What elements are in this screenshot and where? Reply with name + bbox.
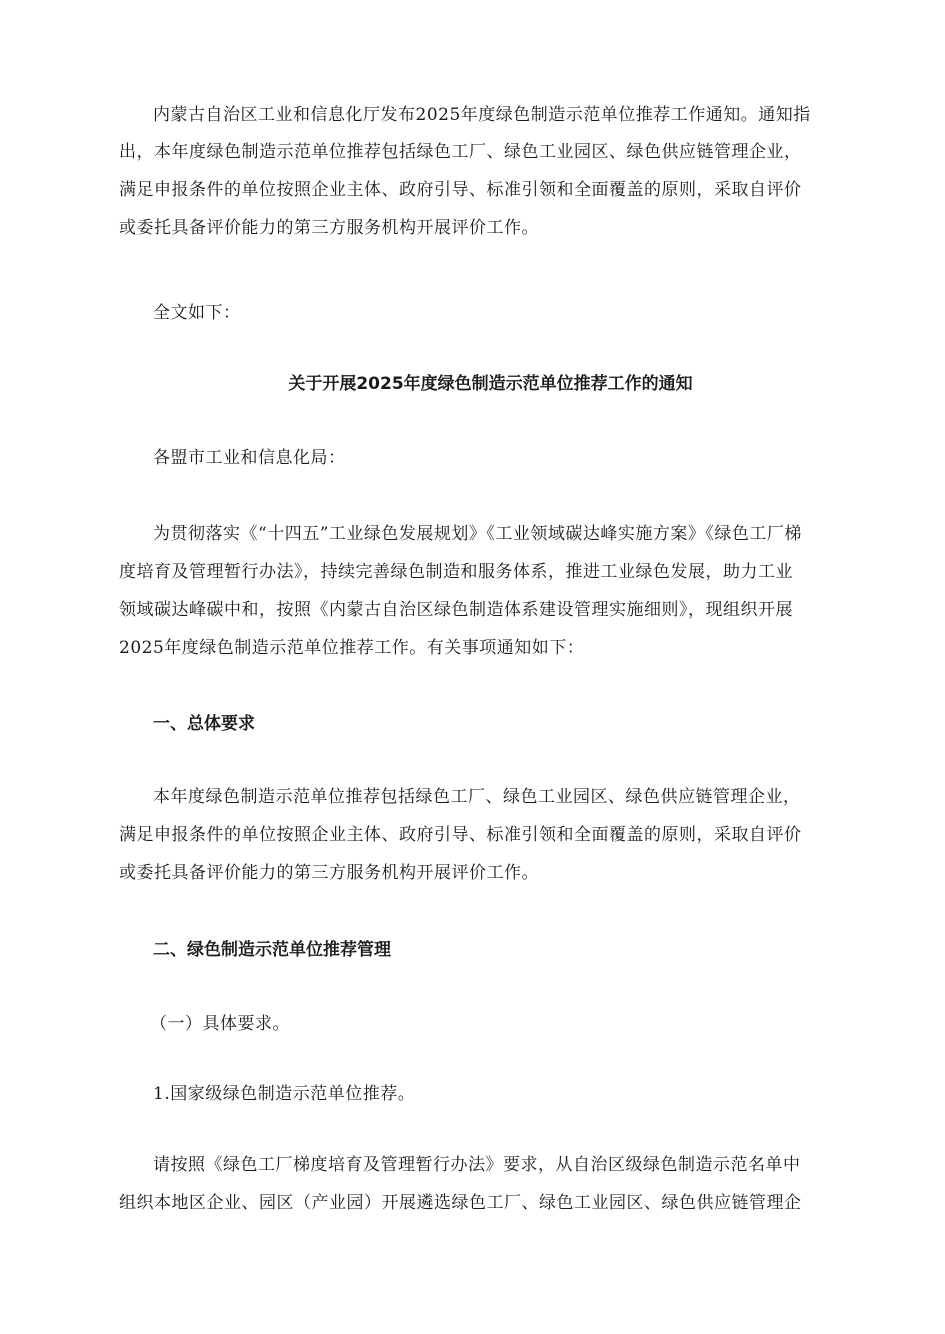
- intro-line-3: 满足申报条件的单位按照企业主体、政府引导、标准引领和全面覆盖的原则，采取自评价: [119, 180, 802, 200]
- preamble-line-1: 为贯彻落实《“十四五”工业绿色发展规划》《工业领域碳达峰实施方案》《绿色工厂梯: [153, 524, 802, 544]
- section-2-subheading: （一）具体要求。: [150, 1014, 290, 1034]
- full-text-label: 全文如下：: [153, 303, 241, 323]
- intro-line-2: 出，本年度绿色制造示范单位推荐包括绿色工厂、绿色工业园区、绿色供应链管理企业，: [119, 142, 802, 162]
- section-2-heading: 二、绿色制造示范单位推荐管理: [153, 940, 391, 960]
- intro-line-4: 或委托具备评价能力的第三方服务机构开展评价工作。: [119, 218, 539, 238]
- section-1-line-1: 本年度绿色制造示范单位推荐包括绿色工厂、绿色工业园区、绿色供应链管理企业，: [153, 787, 801, 807]
- section-2-item-1-heading: 1.国家级绿色制造示范单位推荐。: [153, 1084, 416, 1104]
- notice-title: 关于开展2025年度绿色制造示范单位推荐工作的通知: [288, 374, 693, 394]
- preamble-line-2: 度培育及管理暂行办法》，持续完善绿色制造和服务体系，推进工业绿色发展，助力工业: [119, 562, 793, 582]
- addressee: 各盟市工业和信息化局：: [153, 448, 346, 468]
- preamble-line-3: 领域碳达峰碳中和，按照《内蒙古自治区绿色制造体系建设管理实施细则》，现组织开展: [119, 600, 793, 620]
- section-1-heading: 一、总体要求: [153, 714, 255, 734]
- section-1-line-3: 或委托具备评价能力的第三方服务机构开展评价工作。: [119, 863, 539, 883]
- section-1-line-2: 满足申报条件的单位按照企业主体、政府引导、标准引领和全面覆盖的原则，采取自评价: [119, 825, 802, 845]
- preamble-line-4: 2025年度绿色制造示范单位推荐工作。有关事项通知如下：: [119, 638, 585, 658]
- intro-line-1: 内蒙古自治区工业和信息化厅发布2025年度绿色制造示范单位推荐工作通知。通知指: [153, 105, 811, 125]
- section-2-item-1-line-2: 组织本地区企业、园区（产业园）开展遴选绿色工厂、绿色工业园区、绿色供应链管理企: [119, 1193, 802, 1213]
- section-2-item-1-line-1: 请按照《绿色工厂梯度培育及管理暂行办法》要求，从自治区级绿色制造示范名单中: [153, 1155, 801, 1175]
